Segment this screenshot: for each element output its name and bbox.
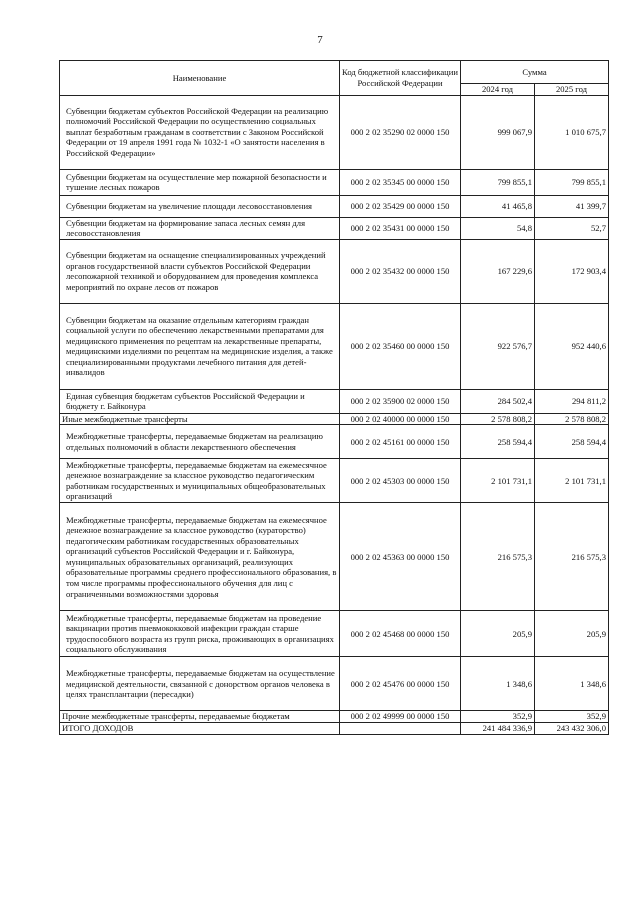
row-value-2024: 1 348,6 [461,657,535,711]
table-row [60,657,609,711]
row-value-2025: 52,7 [535,217,609,239]
row-code: 000 2 02 35900 02 0000 150 [340,389,461,413]
row-value-2025: 172 903,4 [535,239,609,303]
row-code: 000 2 02 35345 00 0000 150 [340,169,461,195]
row-name: Прочие межбюджетные трансферты, передаваемые бюджетам [60,711,340,723]
row-value-2025: 243 432 306,0 [535,722,609,734]
page-number: 7 [317,34,323,46]
row-value-2025: 2 578 808,2 [535,413,609,425]
row-value-2025: 1 010 675,7 [535,95,609,169]
table-row [60,217,609,239]
row-value-2025: 352,9 [535,711,609,723]
row-code: 000 2 02 45303 00 0000 150 [340,459,461,503]
row-value-2025: 294 811,2 [535,389,609,413]
row-name: Межбюджетные трансферты, передаваемые бюджетам на ежемесячное денежное вознаграждение за классное руководство (кураторство) педагогическим работникам государственных образовательных организаций субъектов Российской Федерации и г. Байконура, муниципальных образовательных организаций, реализующих образовательные программы среднего профессионального образования, в том числе программы профессионального обучения для лиц с ограниченными возможностями здоровья [60,503,340,611]
row-value-2024: 284 502,4 [461,389,535,413]
row-value-2025: 952 440,6 [535,303,609,389]
row-code: 000 2 02 45476 00 0000 150 [340,657,461,711]
row-name: Межбюджетные трансферты, передаваемые бюджетам на осуществление медицинской деятельности, связанной с донорством органов человека в целях трансплантации (пересадки) [60,657,340,711]
row-value-2024: 922 576,7 [461,303,535,389]
row-name: Субвенции бюджетам на осуществление мер пожарной безопасности и тушение лесных пожаров [60,169,340,195]
table-row [60,95,609,169]
row-name: Межбюджетные трансферты, передаваемые бюджетам на проведение вакцинации против пневмококковой инфекции граждан старше трудоспособного возраста из групп риска, проживающих в организациях социального обслуживания [60,611,340,657]
table-row [60,169,609,195]
table-row [60,425,609,459]
row-name: Субвенции бюджетам на оснащение специализированных учреждений органов государственной власти субъектов Российской Федерации лесопожарной техникой и оборудованием для проведения комплекса мероприятий по охране лесов от пожаров [60,239,340,303]
row-value-2025: 205,9 [535,611,609,657]
row-code: 000 2 02 35290 02 0000 150 [340,95,461,169]
column-header-name: Наименование [60,61,340,96]
row-name: Иные межбюджетные трансферты [60,413,340,425]
table-row [60,503,609,611]
row-code: 000 2 02 35431 00 0000 150 [340,217,461,239]
table-row-total [60,722,609,734]
row-value-2024: 258 594,4 [461,425,535,459]
table-row [60,239,609,303]
row-name: Межбюджетные трансферты, передаваемые бюджетам на ежемесячное денежное вознаграждение за классное руководство педагогическим работникам государственных и муниципальных общеобразовательных организаций [60,459,340,503]
row-name: ИТОГО ДОХОДОВ [60,722,340,734]
table-row [60,459,609,503]
row-value-2024: 241 484 336,9 [461,722,535,734]
row-code [340,722,461,734]
row-name: Субвенции бюджетам на формирование запаса лесных семян для лесовосстановления [60,217,340,239]
table-row [60,413,609,425]
row-name: Субвенции бюджетам субъектов Российской Федерации на реализацию полномочий Российской Федерации по осуществлению социальных выплат безработным гражданам в соответствии с Законом Российской Федерации от 19 апреля 1991 года № 1032-1 «О занятости населения в Российской Федерации» [60,95,340,169]
row-name: Единая субвенция бюджетам субъектов Российской Федерации и бюджету г. Байконура [60,389,340,413]
row-value-2024: 799 855,1 [461,169,535,195]
column-header-code: Код бюджетной классификации Российской Федерации [340,61,461,96]
row-code: 000 2 02 35432 00 0000 150 [340,239,461,303]
row-code: 000 2 02 35429 00 0000 150 [340,195,461,217]
row-code: 000 2 02 45161 00 0000 150 [340,425,461,459]
row-value-2024: 54,8 [461,217,535,239]
row-value-2025: 258 594,4 [535,425,609,459]
row-value-2025: 799 855,1 [535,169,609,195]
table-row [60,303,609,389]
column-header-2024: 2024 год [461,84,535,96]
row-value-2024: 352,9 [461,711,535,723]
row-value-2024: 167 229,6 [461,239,535,303]
revenue-table [59,60,609,735]
table-row [60,711,609,723]
row-value-2024: 999 067,9 [461,95,535,169]
row-value-2024: 2 578 808,2 [461,413,535,425]
row-code: 000 2 02 45468 00 0000 150 [340,611,461,657]
row-value-2024: 216 575,3 [461,503,535,611]
table-row [60,389,609,413]
row-name: Субвенции бюджетам на увеличение площади лесовосстановления [60,195,340,217]
row-code: 000 2 02 35460 00 0000 150 [340,303,461,389]
row-name: Межбюджетные трансферты, передаваемые бюджетам на реализацию отдельных полномочий в области лекарственного обеспечения [60,425,340,459]
table-row [60,611,609,657]
row-value-2024: 41 465,8 [461,195,535,217]
row-name: Субвенции бюджетам на оказание отдельным категориям граждан социальной услуги по обеспечению лекарственными препаратами для медицинского применения по рецептам на лекарственные препараты, медицинскими изделиями по рецептам на медицинские изделия, а также специализированными продуктами лечебного питания для детей-инвалидов [60,303,340,389]
row-value-2025: 41 399,7 [535,195,609,217]
row-value-2025: 216 575,3 [535,503,609,611]
row-code: 000 2 02 40000 00 0000 150 [340,413,461,425]
column-header-sum: Сумма [461,61,609,84]
row-value-2024: 205,9 [461,611,535,657]
row-code: 000 2 02 49999 00 0000 150 [340,711,461,723]
column-header-2025: 2025 год [535,84,609,96]
row-value-2025: 2 101 731,1 [535,459,609,503]
table-row [60,195,609,217]
row-value-2025: 1 348,6 [535,657,609,711]
row-value-2024: 2 101 731,1 [461,459,535,503]
row-code: 000 2 02 45363 00 0000 150 [340,503,461,611]
